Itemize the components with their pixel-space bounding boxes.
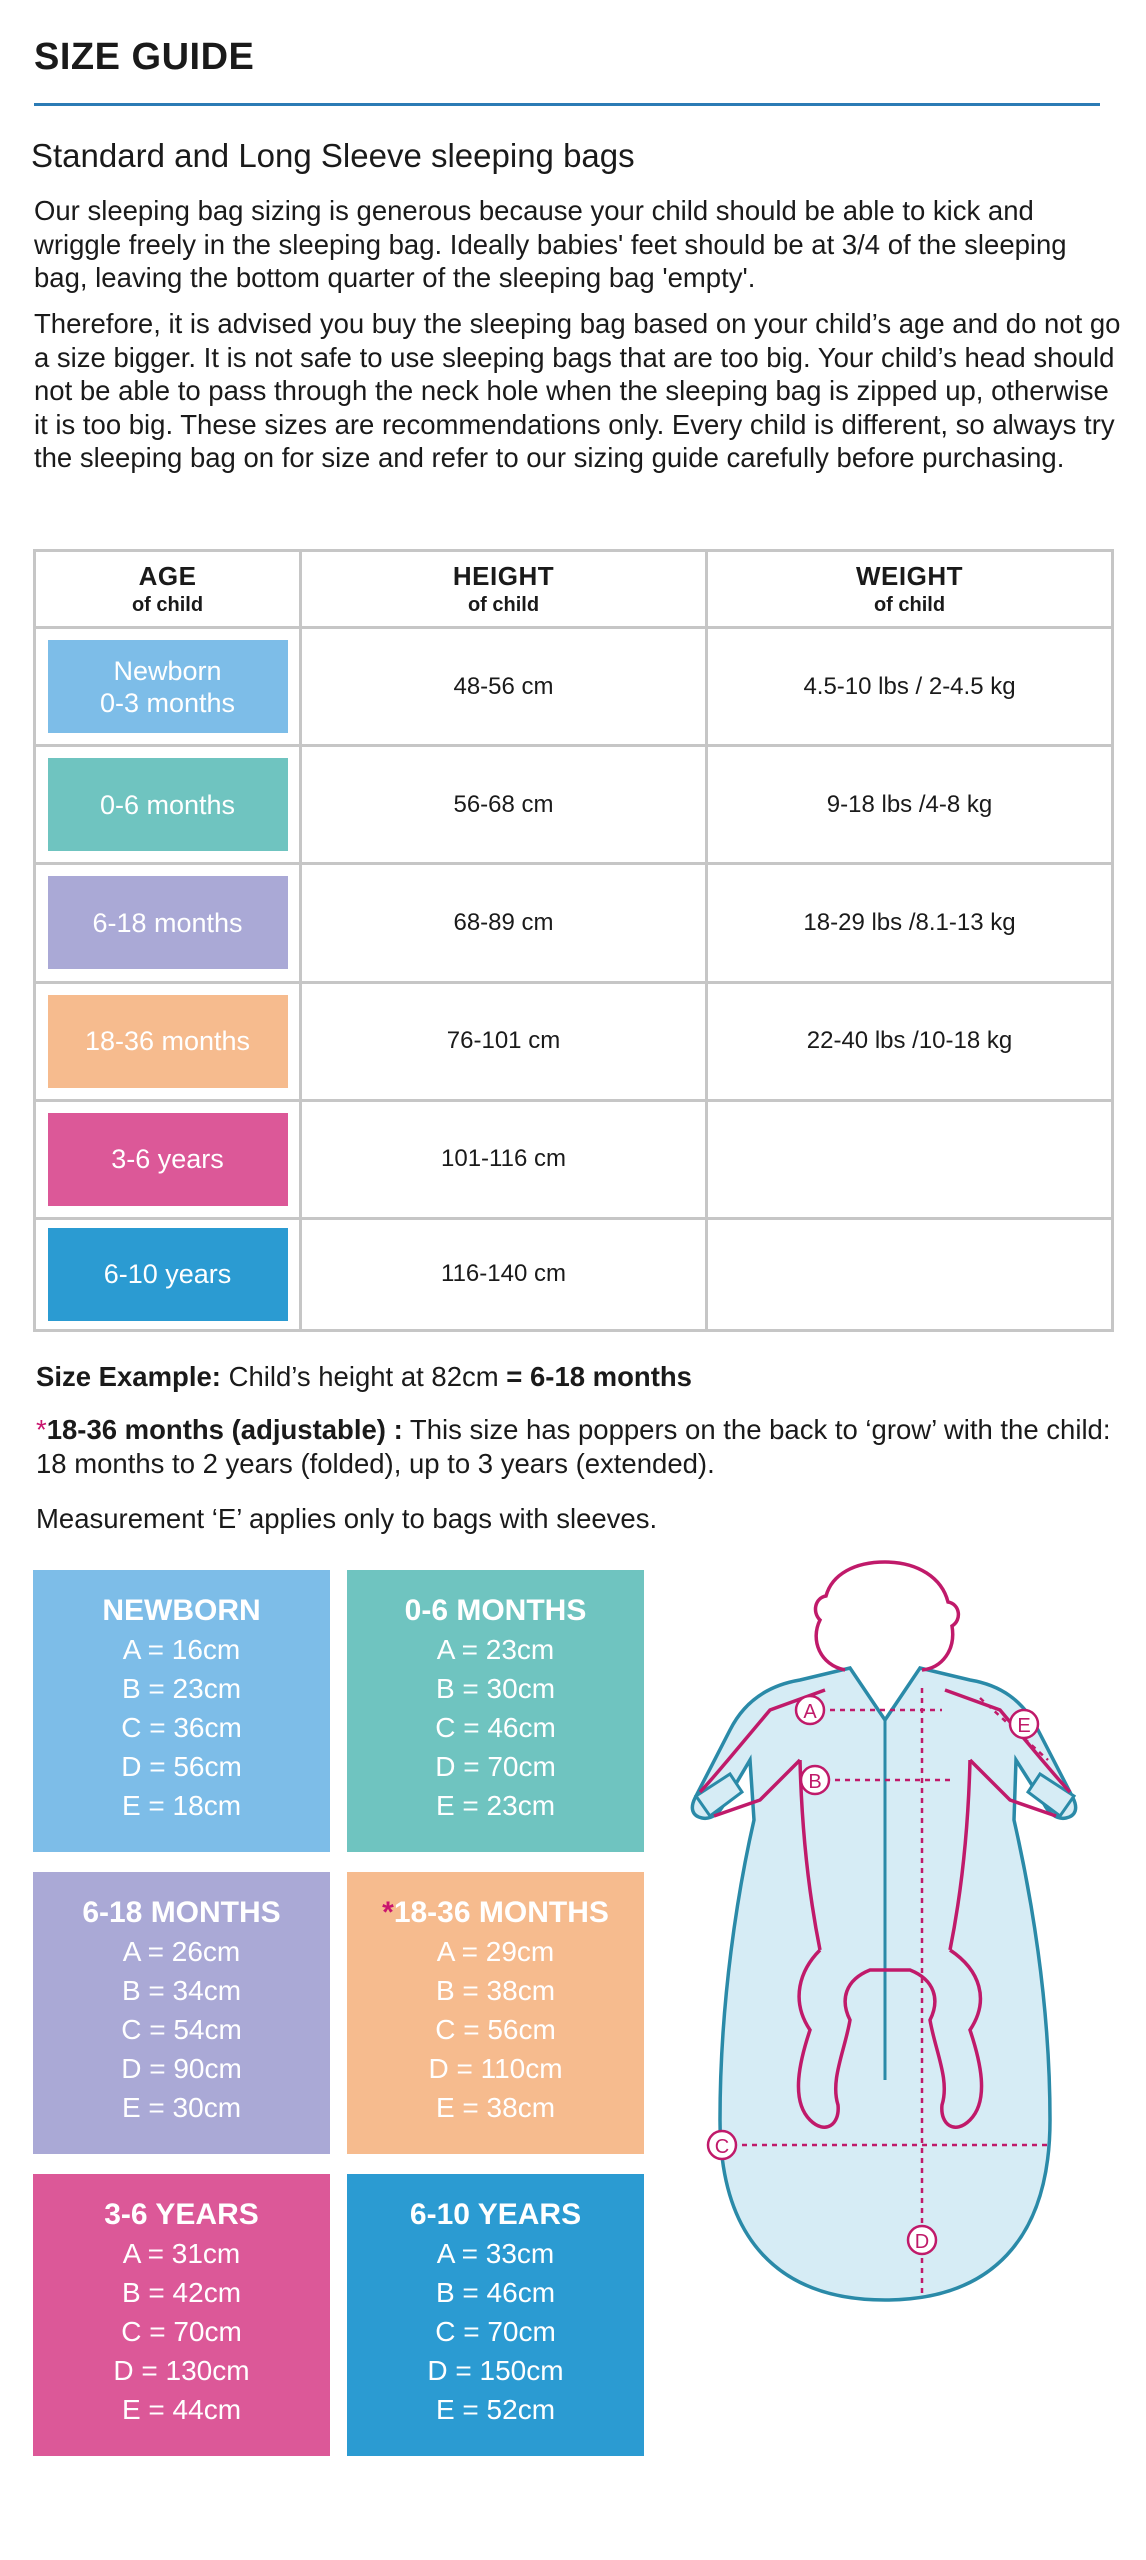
measurement-value: A = 26cm	[122, 1936, 241, 1967]
size-example-text: Child’s height at 82cm	[220, 1361, 507, 1392]
header-height-sub: of child	[467, 594, 540, 616]
age-badge	[48, 1113, 288, 1206]
age-label: 0-6 months	[99, 789, 236, 820]
measure-c-label: C	[714, 2136, 730, 2158]
height-cell: 101-116 cm	[301, 1100, 707, 1218]
adjustable-star: *	[36, 1414, 47, 1445]
age-label: Newborn	[113, 655, 222, 686]
measurement-value: C = 46cm	[435, 1712, 556, 1743]
measurement-value: B = 23cm	[121, 1673, 242, 1704]
measurement-value: B = 34cm	[121, 1975, 242, 2006]
table-row	[35, 1100, 1113, 1218]
measurement-value: B = 38cm	[435, 1975, 556, 2006]
measurement-value: B = 42cm	[121, 2277, 242, 2308]
header-weight	[707, 551, 1113, 628]
measurement-value: A = 33cm	[436, 2238, 555, 2269]
measurement-value: D = 150cm	[427, 2355, 564, 2386]
adjustable-label: 18-36 months (adjustable) :	[46, 1414, 403, 1445]
height-cell: 48-56 cm	[301, 628, 707, 746]
measurement-value: E = 18cm	[121, 1790, 242, 1821]
height-cell: 68-89 cm	[301, 864, 707, 982]
header-age-label: AGE	[138, 561, 197, 591]
age-label: 3-6 years	[111, 1144, 224, 1175]
weight-cell: 22-40 lbs /10-18 kg	[707, 982, 1113, 1100]
size-example	[36, 1360, 1126, 1394]
measurement-card	[347, 1872, 644, 2154]
measurement-card	[33, 1570, 330, 1852]
size-example-label: Size Example:	[36, 1361, 221, 1392]
header-weight-label: WEIGHT	[856, 561, 963, 591]
measurement-value: C = 70cm	[435, 2316, 556, 2347]
weight-cell	[707, 1218, 1113, 1330]
measurement-card-title-text: NEWBORN	[102, 1594, 261, 1627]
measurement-card	[33, 2174, 330, 2456]
height-cell: 56-68 cm	[301, 746, 707, 864]
measurement-value: E = 44cm	[121, 2394, 242, 2425]
measure-d-label: D	[914, 2231, 930, 2253]
measure-a-label: A	[803, 1701, 817, 1723]
age-cell	[35, 746, 301, 864]
size-example-result: = 6-18 months	[506, 1361, 692, 1392]
age-badge	[48, 995, 288, 1088]
table-header-row	[35, 551, 1113, 628]
baby-head	[815, 1562, 958, 1670]
measurement-card-title-text: 0-6 MONTHS	[404, 1594, 587, 1627]
header-age-sub: of child	[131, 594, 204, 616]
measurement-value: A = 16cm	[122, 1634, 241, 1665]
measurement-value: C = 36cm	[121, 1712, 242, 1743]
header-height	[301, 551, 707, 628]
age-badge	[48, 758, 288, 851]
measurement-value: E = 52cm	[435, 2394, 556, 2425]
title-divider	[34, 103, 1100, 106]
measurement-card-title-text: 18-36 MONTHS	[393, 1896, 609, 1929]
age-cell	[35, 982, 301, 1100]
measurement-card-title	[347, 1894, 644, 1932]
measurement-value: A = 23cm	[436, 1634, 555, 1665]
adjustable-text: This size has poppers on the back to ‘grow’ with the child: 18 months to 2 years (folded), up to 3 years (extended).	[36, 1414, 1111, 1479]
measurement-value: D = 110cm	[428, 2053, 563, 2084]
age-badge	[48, 876, 288, 969]
adjustable-star: *	[382, 1896, 394, 1929]
table-row	[35, 746, 1113, 864]
height-cell: 76-101 cm	[301, 982, 707, 1100]
table-row	[35, 1218, 1113, 1330]
weight-cell: 4.5-10 lbs / 2-4.5 kg	[707, 628, 1113, 746]
adjustable-note	[36, 1413, 1126, 1480]
measurement-card	[347, 1570, 644, 1852]
age-label: 6-18 months	[92, 907, 243, 938]
measurement-value: C = 56cm	[435, 2014, 556, 2045]
table-row	[35, 864, 1113, 982]
section-subtitle: Standard and Long Sleeve sleeping bags	[31, 137, 635, 174]
measurement-value: B = 46cm	[435, 2277, 556, 2308]
measurement-card-title	[33, 1894, 330, 1932]
age-badge	[48, 1228, 288, 1321]
page-title: SIZE GUIDE	[34, 36, 255, 78]
weight-cell: 18-29 lbs /8.1-13 kg	[707, 864, 1113, 982]
measurement-value: E = 38cm	[435, 2092, 556, 2123]
measurement-card-title-text: 6-10 YEARS	[409, 2198, 582, 2231]
age-label: 6-10 years	[103, 1259, 232, 1290]
height-cell: 116-140 cm	[301, 1218, 707, 1330]
age-cell	[35, 1218, 301, 1330]
age-label-secondary: 0-3 months	[99, 687, 236, 718]
measurement-card	[347, 2174, 644, 2456]
measurement-value: D = 70cm	[435, 1751, 556, 1782]
age-cell	[35, 628, 301, 746]
measurement-card	[33, 1872, 330, 2154]
measurement-value: C = 54cm	[121, 2014, 242, 2045]
age-cell	[35, 864, 301, 982]
age-badge	[48, 640, 288, 733]
sleeping-bag-diagram	[650, 1560, 1120, 2340]
intro-paragraph-1: Our sleeping bag sizing is generous because your child should be able to kick and wriggle freely in the sleeping bag. Ideally babies' feet should be at 3/4 of the sleeping bag, leaving the bottom quarter of the sleeping bag 'empty'.	[34, 195, 1067, 293]
measurement-card-title-text: 3-6 YEARS	[104, 2198, 259, 2231]
measurement-value: D = 56cm	[121, 1751, 242, 1782]
measurement-value: C = 70cm	[121, 2316, 242, 2347]
table-row	[35, 982, 1113, 1100]
header-height-label: HEIGHT	[452, 561, 555, 591]
measurement-card-title	[33, 2196, 330, 2234]
intro-paragraph-2: Therefore, it is advised you buy the sleeping bag based on your child’s age and do not go a size bigger. It is not safe to use sleeping bags that are too big. Your child’s head should not be able to pass through the neck hole when the sleeping bag is zipped up, otherwise it is too big. These sizes are recommendations only. Every child is different, so always try the sleeping bag on for size and refer to our sizing guide carefully before purchasing.	[34, 308, 1121, 473]
size-table	[33, 549, 1114, 1332]
measurement-value: D = 90cm	[121, 2053, 242, 2084]
measurement-value: B = 30cm	[435, 1673, 556, 1704]
table-row	[35, 628, 1113, 746]
measurement-value: A = 31cm	[122, 2238, 241, 2269]
measure-e-label: E	[1017, 1715, 1031, 1737]
measurement-card-title	[33, 1592, 330, 1630]
measurement-value: E = 30cm	[121, 2092, 242, 2123]
weight-cell: 9-18 lbs /4-8 kg	[707, 746, 1113, 864]
measurement-note: Measurement ‘E’ applies only to bags with sleeves.	[36, 1503, 658, 1534]
measurement-value: D = 130cm	[113, 2355, 250, 2386]
measurement-card-title-text: 6-18 MONTHS	[82, 1896, 281, 1929]
age-cell	[35, 1100, 301, 1218]
weight-cell	[707, 1100, 1113, 1218]
measurement-card-title	[347, 2196, 644, 2234]
age-label: 18-36 months	[84, 1026, 251, 1057]
measurement-value: E = 23cm	[435, 1790, 556, 1821]
measurement-value: A = 29cm	[436, 1936, 555, 1967]
measure-b-label: B	[808, 1771, 822, 1793]
header-age	[35, 551, 301, 628]
measurement-card-title	[347, 1592, 644, 1630]
header-weight-sub: of child	[873, 594, 946, 616]
